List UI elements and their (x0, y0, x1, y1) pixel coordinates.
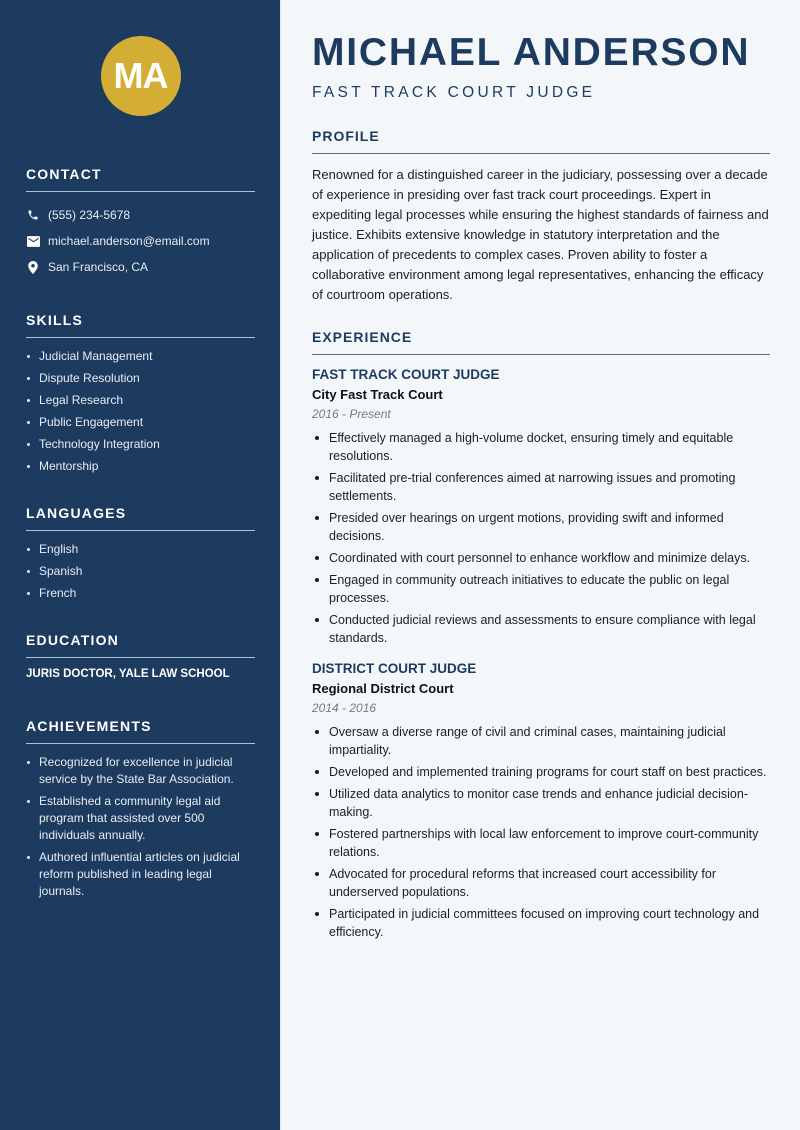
job-entry (312, 661, 770, 941)
location-icon (26, 260, 40, 274)
languages-list (26, 541, 255, 602)
job-title-header: FAST TRACK COURT JUDGE (312, 84, 596, 101)
job-bullet: Presided over hearings on urgent motions, providing swift and informed decisions. (312, 509, 770, 545)
job-bullet: Oversaw a diverse range of civil and criminal cases, maintaining judicial impartiality. (312, 723, 770, 759)
job-bullet: Engaged in community outreach initiatives to educate the public on legal processes. (312, 571, 770, 607)
experience-heading: EXPERIENCE (312, 329, 770, 355)
phone-icon (26, 208, 40, 222)
skill-item: Legal Research (26, 392, 255, 409)
profile-section (312, 128, 770, 305)
job-bullet: Advocated for procedural reforms that increased court accessibility for underserved populations. (312, 865, 770, 901)
avatar: MA (101, 36, 181, 116)
job-title: DISTRICT COURT JUDGE (312, 661, 477, 676)
contact-section (26, 166, 255, 280)
language-item: French (26, 585, 255, 602)
job-bullet: Coordinated with court personnel to enhance workflow and minimize delays. (312, 549, 770, 567)
job-bullets (312, 723, 770, 941)
job-bullets (312, 429, 770, 647)
job-title: FAST TRACK COURT JUDGE (312, 367, 500, 382)
contact-email (26, 228, 255, 254)
languages-heading: LANGUAGES (26, 505, 255, 531)
job-bullet: Participated in judicial committees focused on improving court technology and efficiency. (312, 905, 770, 941)
job-company: City Fast Track Court (312, 387, 443, 402)
education-heading: EDUCATION (26, 632, 255, 658)
contact-heading: CONTACT (26, 166, 255, 192)
job-bullet: Effectively managed a high-volume docket, ensuring timely and equitable resolutions. (312, 429, 770, 465)
skill-item: Public Engagement (26, 414, 255, 431)
languages-section (26, 505, 255, 602)
skill-item: Judicial Management (26, 348, 255, 365)
skill-item: Dispute Resolution (26, 370, 255, 387)
skill-item: Technology Integration (26, 436, 255, 453)
contact-phone (26, 202, 255, 228)
contact-location (26, 254, 255, 280)
job-dates: 2014 - 2016 (312, 701, 377, 715)
job-bullet: Conducted judicial reviews and assessments to ensure compliance with legal standards. (312, 611, 770, 647)
skill-item: Mentorship (26, 458, 255, 475)
person-name: MICHAEL ANDERSON (312, 31, 751, 74)
job-entry (312, 367, 770, 647)
sidebar (0, 0, 280, 1130)
achievements-heading: ACHIEVEMENTS (26, 718, 255, 744)
skills-section (26, 312, 255, 475)
email-text[interactable]: michael.anderson@email.com (48, 234, 210, 248)
main-content (280, 0, 800, 1130)
profile-heading: PROFILE (312, 128, 770, 154)
language-item: English (26, 541, 255, 558)
location-text: San Francisco, CA (48, 260, 149, 274)
language-item: Spanish (26, 563, 255, 580)
skills-list (26, 348, 255, 475)
profile-text: Renowned for a distinguished career in the judiciary, possessing over a decade of experience in presiding over fast track court proceedings. Expert in expediting legal processes while ensuring the highest standards of fairness and justice. Exhibits extensive knowledge in statutory interpretation and the application of precedents to complex cases. Proven ability to foster a collaborative environment among legal representatives, enhancing the efficacy of courtroom operations. (312, 167, 769, 302)
job-dates: 2016 - Present (312, 407, 391, 421)
achievement-item: Authored influential articles on judicial reform published in leading legal journals. (26, 849, 255, 900)
achievements-list (26, 754, 255, 900)
job-company: Regional District Court (312, 681, 454, 696)
education-section (26, 632, 255, 680)
job-bullet: Fostered partnerships with local law enforcement to improve court-community relations. (312, 825, 770, 861)
phone-text[interactable]: (555) 234-5678 (48, 208, 131, 222)
job-bullet: Developed and implemented training programs for court staff on best practices. (312, 763, 770, 781)
achievement-item: Recognized for excellence in judicial service by the State Bar Association. (26, 754, 255, 788)
email-icon (26, 234, 40, 248)
education-degree: JURIS DOCTOR, YALE LAW SCHOOL (26, 668, 230, 680)
experience-section (312, 329, 770, 941)
job-bullet: Utilized data analytics to monitor case trends and enhance judicial decision-making. (312, 785, 770, 821)
skills-heading: SKILLS (26, 312, 255, 338)
achievements-section (26, 718, 255, 900)
achievement-item: Established a community legal aid program that assisted over 500 individuals annually. (26, 793, 255, 844)
job-bullet: Facilitated pre-trial conferences aimed at narrowing issues and promoting settlements. (312, 469, 770, 505)
